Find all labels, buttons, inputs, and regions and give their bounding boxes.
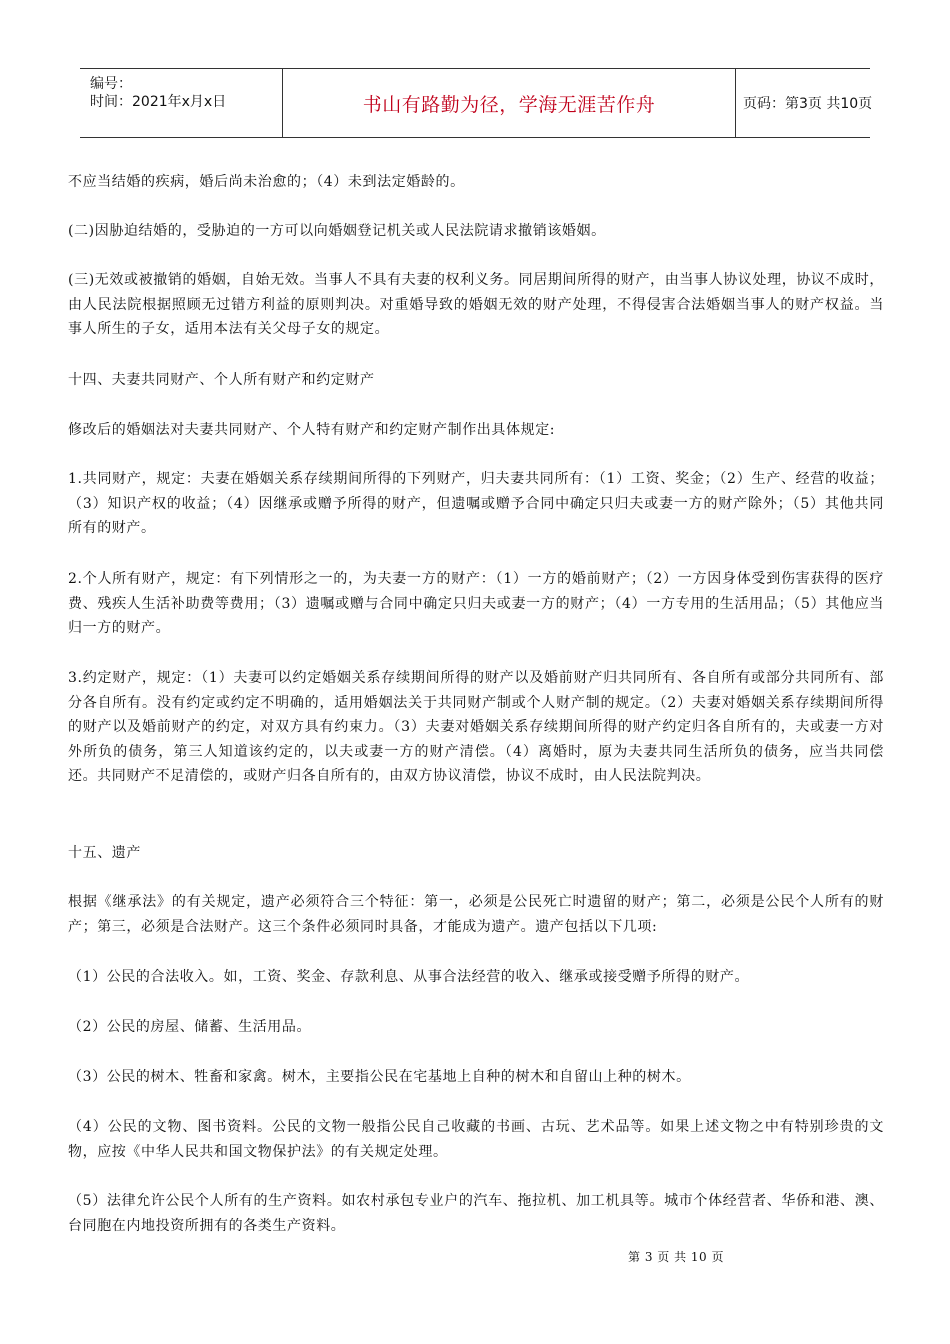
header-page-cell [735,69,873,137]
page-footer-number: 第 3 页 共 10 页 [628,1250,724,1264]
paragraph-5: 修改后的婚姻法对夫妻共同财产、个人特有财产和约定财产制作出具体规定: [68,422,556,438]
document-number-label: 编号： [90,76,132,92]
paragraph-estate-item-2: （2）公民的房屋、储蓄、生活用品。 [68,1019,312,1035]
paragraph-common-property: 1.共同财产，规定：夫妻在婚姻关系存续期间所得的下列财产，归夫妻共同所有：（1）工资、奖金；（2）生产、经营的收益；（3）知识产权的收益；（4）因继承或赠予所得的财产，但遗嘱或赠予合同中确定只归夫或妻一方的财产除外；（5）其他共同所有的财产。 [68,471,884,536]
document-date-label: 时间：2021年x月x日 [90,94,227,110]
header-motto-cell [282,69,736,137]
paragraph-3: (三)无效或被撤销的婚姻，自始无效。当事人不具有夫妻的权利义务。同居期间所得的财产，由当事人协议处理，协议不成时，由人民法院根据照顾无过错方利益的原则判决。对重婚导致的婚姻无效的财产处理，不得侵害合法婚姻当事人的财产权益。当事人所生的子女，适用本法有关父母子女的规定。 [68,272,884,337]
paragraph-inheritance-law: 根据《继承法》的有关规定，遗产必须符合三个特征：第一，必须是公民死亡时遗留的财产；第二，必须是公民个人所有的财产；第三，必须是合法财产。这三个条件必须同时具备，才能成为遗产。遗产包括以下几项: [68,894,884,935]
paragraph-estate-item-5: （5）法律允许公民个人所有的生产资料。如农村承包专业户的汽车、拖拉机、加工机具等。城市个体经营者、华侨和港、澳、台同胞在内地投资所拥有的各类生产资料。 [68,1193,884,1234]
page-header [80,68,873,138]
header-meta-cell [80,69,282,137]
paragraph-personal-property: 2.个人所有财产，规定：有下列情形之一的，为夫妻一方的财产：（1）一方的婚前财产；（2）一方因身体受到伤害获得的医疗费、残疾人生活补助费等费用；（3）遗嘱或赠与合同中确定只归夫或妻一方的财产；（4）一方专用的生活用品；（5）其他应当归一方的财产。 [68,571,884,636]
header-motto: 书山有路勤为径，学海无涯苦作舟 [362,93,656,116]
section-heading-14: 十四、夫妻共同财产、个人所有财产和约定财产 [68,372,375,388]
paragraph-2: (二)因胁迫结婚的，受胁迫的一方可以向婚姻登记机关或人民法院请求撤销该婚姻。 [68,223,606,239]
paragraph-estate-item-1: （1）公民的合法收入。如，工资、奖金、存款利息、从事合法经营的收入、继承或接受赠予所得的财产。 [68,969,750,985]
section-heading-15: 十五、遗产 [68,845,141,861]
paragraph-1: 不应当结婚的疾病，婚后尚未治愈的；（4）未到法定婚龄的。 [68,174,465,190]
header-page-number: 页码：第3页 共10页 [743,96,873,112]
paragraph-estate-item-3: （3）公民的树木、牲畜和家禽。树木，主要指公民在宅基地上自种的树木和自留山上种的树木。 [68,1069,691,1085]
paragraph-estate-item-4: （4）公民的文物、图书资料。公民的文物一般指公民自己收藏的书画、古玩、艺术品等。如果上述文物之中有特别珍贵的文物，应按《中华人民共和国文物保护法》的有关规定处理。 [68,1119,884,1160]
paragraph-agreed-property: 3.约定财产，规定：（1）夫妻可以约定婚姻关系存续期间所得的财产以及婚前财产归共同所有、各自所有或部分共同所有、部分各自所有。没有约定或约定不明确的，适用婚姻法关于共同财产制或个人财产制的规定。（2）夫妻对婚姻关系存续期间所得的财产以及婚前财产的约定，对双方具有约束力。（3）夫妻对婚姻关系存续期间所得的财产约定归各自所有的，夫或妻一方对外所负的债务，第三人知道该约定的，以夫或妻一方的财产清偿。（4）离婚时，原为夫妻共同生活所负的债务，应当共同偿还。共同财产不足清偿的，或财产归各自所有的，由双方协议清偿，协议不成时，由人民法院判决。 [68,670,884,784]
